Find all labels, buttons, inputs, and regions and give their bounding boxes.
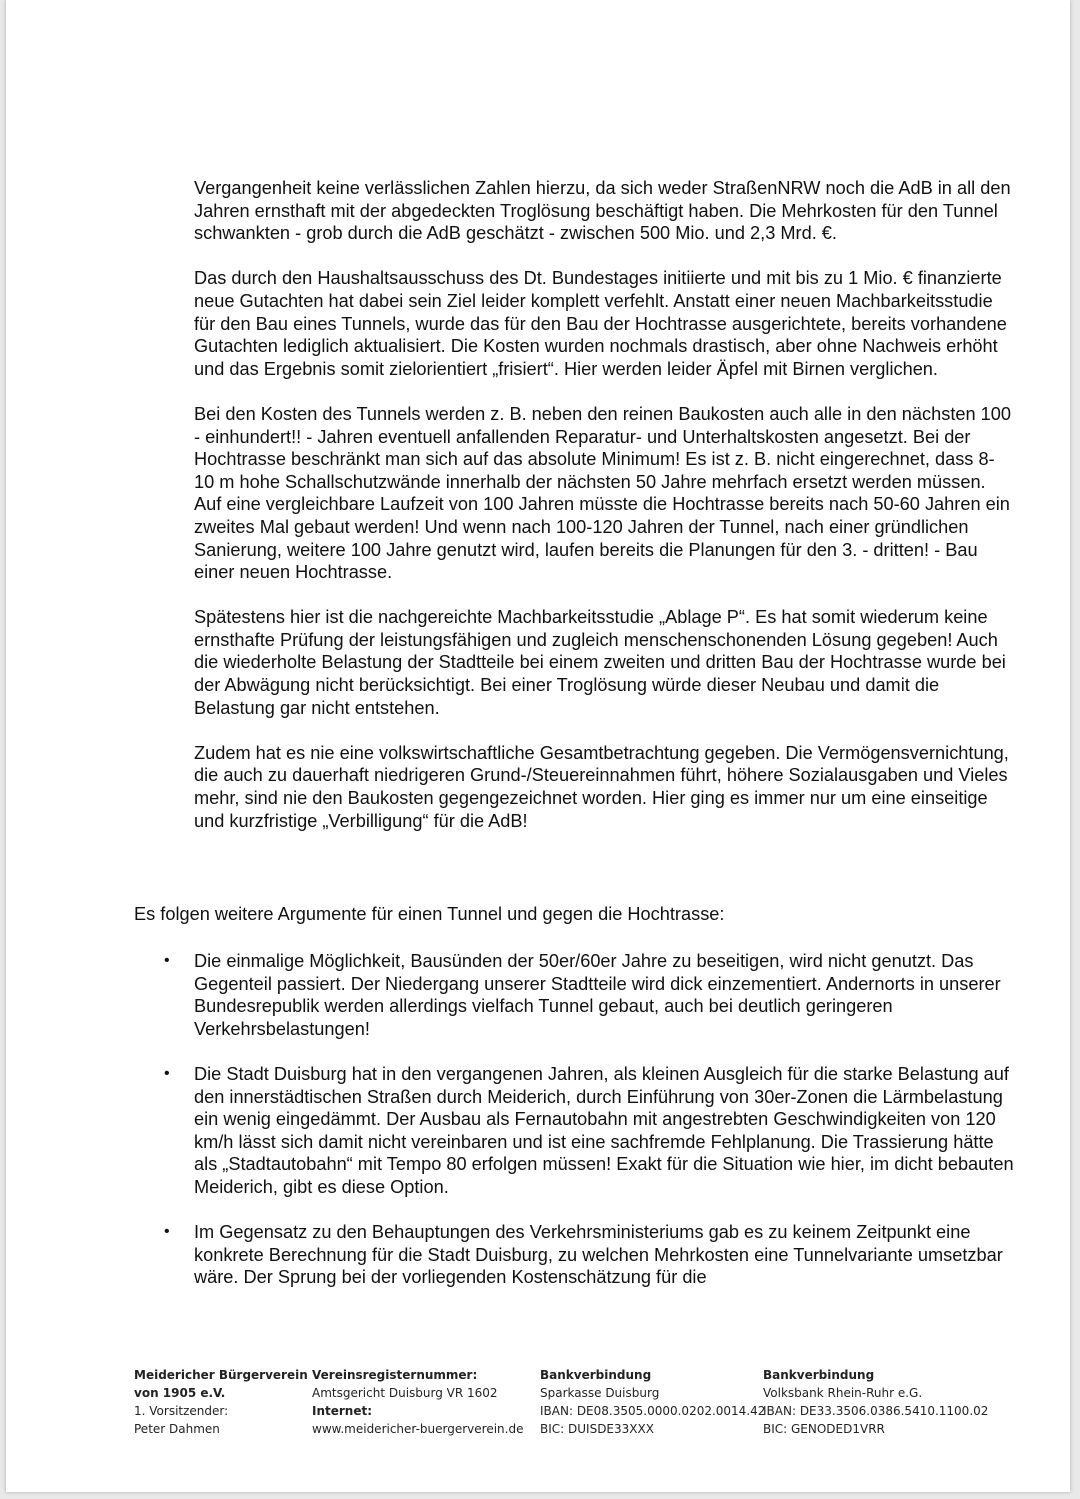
list-item	[134, 1221, 1014, 1289]
footer-bank2-column	[763, 1366, 988, 1438]
paragraph: Das durch den Haushaltsausschuss des Dt. Bundestages initiierte und mit bis zu 1 Mio. € finanzierte neue Gutachten hat dabei sein Ziel leider komplett verfehlt. Anstatt einer neuen Machbarkeitsstudie für den Bau eines Tunnels, wurde das für den Bau der Hochtrasse ausgerichtete, bereits vorhandene Gutachten lediglich aktualisiert. Die Kosten wurden nochmals drastisch, aber ohne Nachweis erhöht und das Ergebnis somit zielorientiert „frisiert“. Hier werden leider Äpfel mit Birnen verglichen.	[194, 268, 1007, 379]
list-item-text: Im Gegensatz zu den Behauptungen des Verkehrsministeriums gab es zu keinem Zeitpunkt eine konkrete Berechnung für die Stadt Duisburg, zu welchen Mehrkosten eine Tunnelvariante umsetzbar wäre. Der Sprung bei der vorliegenden Kostenschätzung für die	[194, 1222, 1003, 1288]
org-founded: von 1905 e.V.	[134, 1386, 226, 1400]
document-page	[6, 0, 1070, 1492]
list-item	[134, 950, 1014, 1040]
bank-title: Bankverbindung	[763, 1368, 875, 1382]
argument-list	[134, 950, 1014, 1312]
footer-registry-column	[312, 1366, 523, 1438]
footer-org-column	[134, 1366, 308, 1438]
lead-in-text: Es folgen weitere Argumente für einen Tunnel und gegen die Hochtrasse:	[134, 904, 725, 924]
bullet-icon: •	[164, 1064, 170, 1082]
list-item	[134, 1063, 1014, 1199]
chair-label: 1. Vorsitzender:	[134, 1404, 229, 1418]
chair-name: Peter Dahmen	[134, 1422, 220, 1436]
bank-bic: BIC: DUISDE33XXX	[540, 1422, 654, 1436]
paragraph: Spätestens hier ist die nachgereichte Machbarkeitsstudie „Ablage P“. Es hat somit wiederum keine ernsthafte Prüfung der leistungsfähigen und zugleich menschenschonenden Lösung gegeben! Auch die wiederholte Belastung der Stadtteile bei einem zweiten und dritten Bau der Hochtrasse wurde bei der Abwägung nicht berücksichtigt. Bei einer Troglösung würde dieser Neubau und damit die Belastung gar nicht entstehen.	[194, 607, 1006, 718]
bullet-icon: •	[164, 952, 170, 969]
list-item-text: Die Stadt Duisburg hat in den vergangenen Jahren, als kleinen Ausgleich für die starke Belastung auf den innerstädtischen Straßen durch Meiderich, durch Einführung von 30er-Zonen die Lärmbelastung ein wenig eingedämmt. Der Ausbau als Fernautobahn mit angestrebten Geschwindigkeiten von 120 km/h lässt sich damit nicht vereinbaren und ist eine sachfremde Fehlplanung. Die Trassierung hätte als „Stadtautobahn“ mit Tempo 80 erfolgen müssen! Exakt für die Situation wie hier, im dicht bebauten Meiderich, gibt es diese Option.	[194, 1063, 1014, 1197]
bank-iban: IBAN: DE08.3505.0000.0202.0014.42	[540, 1404, 766, 1418]
bank-name: Sparkasse Duisburg	[540, 1386, 660, 1400]
registry-title: Vereinsregisternummer:	[312, 1368, 478, 1382]
website-link[interactable]: www.meidericher-buergerverein.de	[312, 1422, 524, 1436]
body-text	[194, 177, 1014, 855]
letterhead-footer	[134, 1366, 1034, 1446]
footer-bank1-column	[540, 1366, 765, 1438]
bank-title: Bankverbindung	[540, 1368, 652, 1382]
paragraph: Vergangenheit keine verlässlichen Zahlen hierzu, da sich weder StraßenNRW noch die AdB in all den Jahren ernsthaft mit der abgedeckten Troglösung beschäftigt haben. Die Mehrkosten für den Tunnel schwankten - grob durch die AdB geschätzt - zwischen 500 Mio. und 2,3 Mrd. €.	[194, 178, 1011, 244]
org-name: Meidericher Bürgerverein	[134, 1368, 308, 1382]
paragraph: Zudem hat es nie eine volkswirtschaftliche Gesamtbetrachtung gegeben. Die Vermögensvernichtung, die auch zu dauerhaft niedrigeren Grund-/Steuereinnahmen führt, höhere Sozialausgaben und Vieles mehr, sind nie den Baukosten gegengezeichnet worden. Hier ging es immer nur um eine einseitige und kurzfristige „Verbilligung“ für die AdB!	[194, 742, 1009, 831]
list-item-text: Die einmalige Möglichkeit, Bausünden der 50er/60er Jahre zu beseitigen, wird nicht genutzt. Das Gegenteil passiert. Der Niedergang unserer Stadtteile wird dick einzementiert. Andernorts in unserer Bundesrepublik werden allerdings vielfach Tunnel gebaut, auch bei deutlich geringeren Verkehrsbelastungen!	[194, 951, 1001, 1039]
bank-bic: BIC: GENODED1VRR	[763, 1422, 885, 1436]
internet-label: Internet:	[312, 1404, 373, 1418]
registry-value: Amtsgericht Duisburg VR 1602	[312, 1386, 498, 1400]
bullet-icon: •	[164, 1223, 170, 1241]
paragraph: Bei den Kosten des Tunnels werden z. B. neben den reinen Baukosten auch alle in den nächsten 100 - einhundert!! - Jahren eventuell anfallenden Reparatur- und Unterhaltskosten angesetzt. Bei der Hochtrasse beschränkt man sich auf das absolute Minimum! Es ist z. B. nicht eingerechnet, dass 8-10 m hohe Schallschutzwände innerhalb der nächsten 50 Jahre mehrfach ersetzt werden müssen. Auf eine vergleichbare Laufzeit von 100 Jahren müsste die Hochtrasse bereits nach 50-60 Jahren ein zweites Mal gebaut werden! Und wenn nach 100-120 Jahren der Tunnel, nach einer gründlichen Sanierung, weitere 100 Jahre genutzt wird, laufen bereits die Planungen für den 3. - dritten! - Bau einer neuen Hochtrasse.	[194, 403, 1011, 583]
bank-iban: IBAN: DE33.3506.0386.5410.1100.02	[763, 1404, 989, 1418]
bank-name: Volksbank Rhein-Ruhr e.G.	[763, 1386, 923, 1400]
